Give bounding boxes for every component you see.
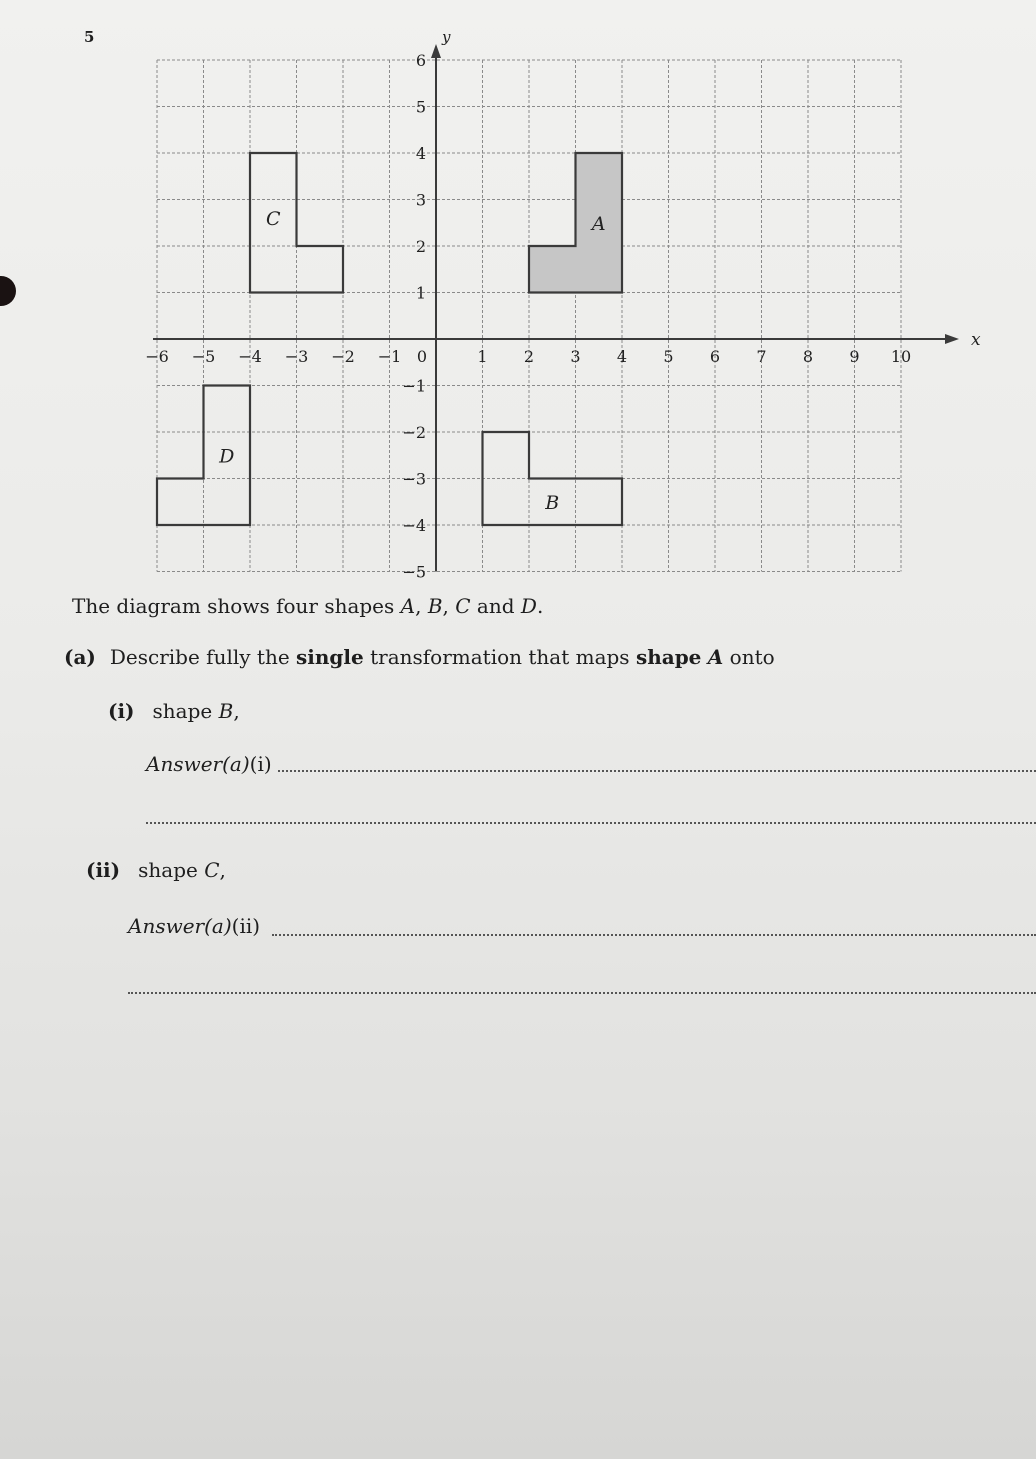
x-tick-label: 7 — [756, 347, 767, 366]
x-tick-label: 3 — [570, 347, 581, 366]
question-a-i: (i) shape B, — [108, 699, 240, 723]
x-tick-label: −6 — [145, 347, 169, 366]
page-number: 5 — [84, 28, 95, 46]
answer-a-i-label: Answer(a)(i) — [146, 752, 272, 776]
x-tick-label: −4 — [238, 347, 262, 366]
x-tick-label: 2 — [523, 347, 535, 366]
x-tick-label: −2 — [331, 347, 355, 366]
shape-a — [529, 153, 622, 293]
x-tick-label: −1 — [377, 347, 402, 366]
x-tick-label: 9 — [849, 347, 860, 366]
y-tick-label: −1 — [402, 376, 426, 396]
x-tick-label: −5 — [191, 347, 216, 366]
coordinate-grid-diagram — [0, 0, 1036, 600]
x-tick-label: 8 — [802, 347, 814, 366]
shape-label-d: D — [219, 445, 235, 468]
question-a-label: (a) — [64, 645, 96, 669]
y-tick-label: 4 — [415, 144, 426, 163]
x-tick-label: 1 — [477, 347, 488, 366]
shape-label-b: B — [545, 491, 560, 514]
x-axis-arrow — [945, 334, 959, 344]
answer-a-ii-line-2[interactable] — [128, 992, 1036, 994]
answer-a-i-line-2[interactable] — [146, 822, 1036, 824]
y-tick-label: −5 — [402, 562, 426, 582]
question-a: (a) Describe fully the single transformation that maps shape A onto — [64, 645, 775, 669]
shape-label-c: C — [265, 208, 281, 231]
answer-a-ii-line-1[interactable] — [272, 934, 1036, 936]
y-axis-arrow — [431, 44, 441, 58]
x-axis-label: x — [971, 330, 981, 350]
diagram-description: The diagram shows four shapes A, B, C and D. — [72, 594, 544, 618]
x-tick-label: 5 — [663, 347, 674, 366]
y-axis-label: y — [442, 28, 451, 46]
shape-label-a: A — [591, 212, 606, 235]
x-tick-label: 4 — [616, 347, 628, 366]
question-a-ii: (ii) shape C, — [86, 858, 226, 882]
y-tick-label: 5 — [415, 97, 426, 117]
y-tick-label: −3 — [402, 469, 426, 489]
x-tick-label: 10 — [890, 347, 912, 366]
y-tick-label: 2 — [415, 237, 426, 256]
y-tick-label: −2 — [402, 423, 426, 442]
x-tick-label: 0 — [416, 347, 428, 366]
y-tick-label: −4 — [402, 516, 426, 535]
x-tick-label: 6 — [709, 347, 721, 366]
x-tick-label: −3 — [284, 347, 309, 366]
y-tick-label: 3 — [415, 190, 426, 210]
y-tick-label: 6 — [415, 51, 426, 70]
y-tick-label: 1 — [415, 283, 426, 303]
shape-d — [157, 386, 250, 526]
answer-a-ii-label: Answer(a)(ii) — [128, 914, 261, 938]
answer-a-i-line-1[interactable] — [278, 770, 1036, 772]
